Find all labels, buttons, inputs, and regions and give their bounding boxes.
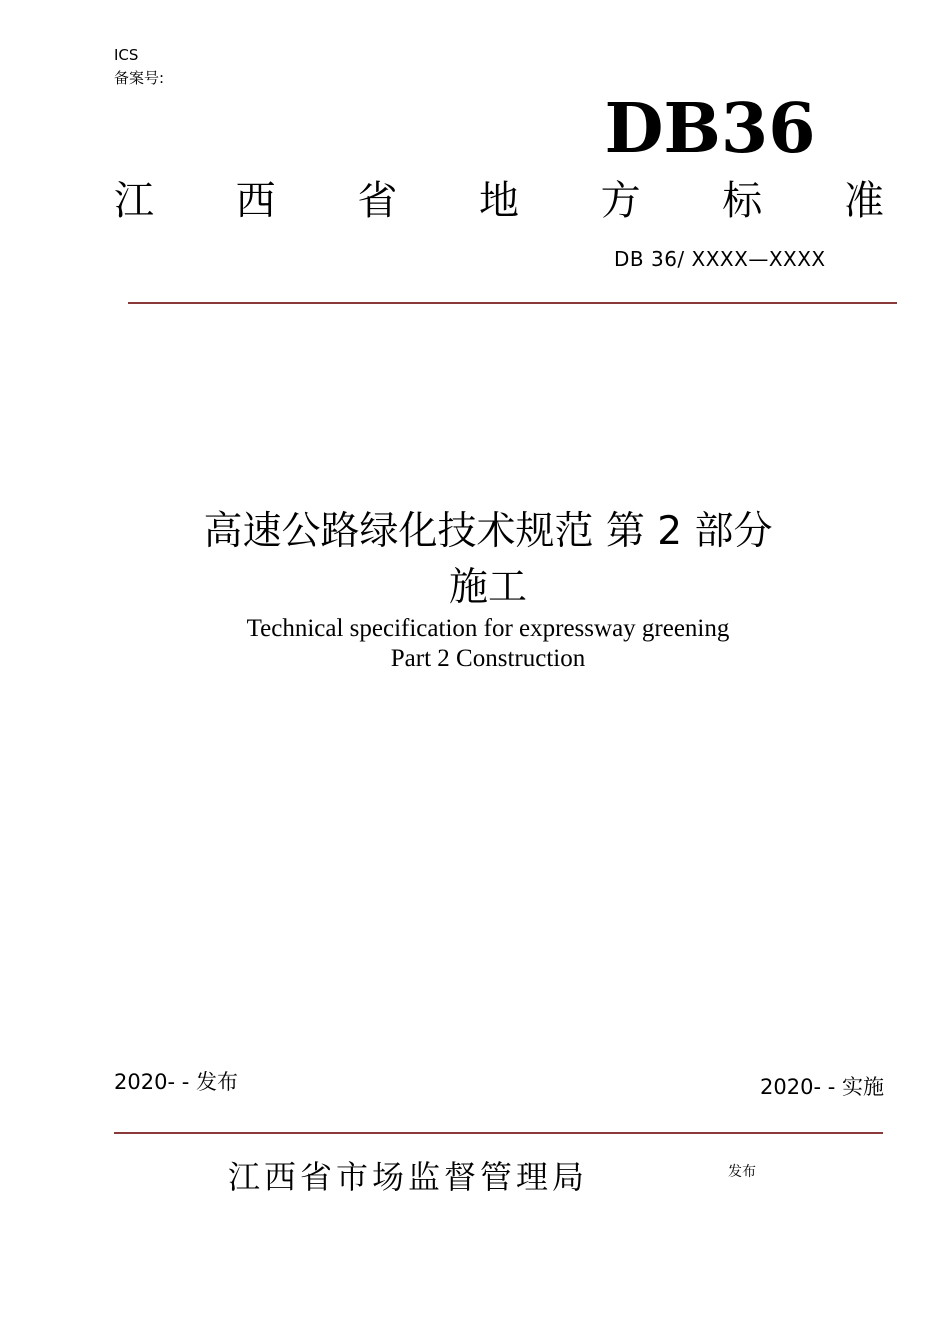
standard-type-char: 方 <box>600 178 641 224</box>
standard-type-char: 标 <box>722 178 763 224</box>
issuing-authority: 江西省市场监督管理局 <box>228 1158 589 1196</box>
standard-code: DB36 <box>604 89 816 169</box>
standard-type-char: 西 <box>235 178 276 224</box>
bottom-divider <box>114 1132 883 1134</box>
implement-date: 2020- - 实施 <box>760 1075 884 1099</box>
standard-type-char: 地 <box>478 178 519 224</box>
standard-type-char: 准 <box>843 178 884 224</box>
record-number-label: 备案号: <box>114 69 165 87</box>
ics-label: ICS <box>114 46 139 64</box>
standard-number: DB 36/ XXXX—XXXX <box>614 247 826 271</box>
title-chinese-line-1: 高速公路绿化技术规范 第 2 部分 <box>203 509 773 554</box>
standard-type-char: 省 <box>357 178 398 224</box>
issue-label: 发布 <box>728 1164 756 1180</box>
title-block <box>0 506 950 674</box>
title-english-line-1: Technical specification for expressway greening <box>246 615 730 642</box>
publish-date: 2020- - 发布 <box>114 1070 238 1094</box>
standard-type <box>114 176 884 226</box>
title-english-line-2: Part 2 Construction <box>390 645 586 672</box>
top-divider <box>128 302 897 304</box>
standard-type-char: 江 <box>114 178 154 224</box>
title-chinese-line-2: 施工 <box>448 565 527 610</box>
